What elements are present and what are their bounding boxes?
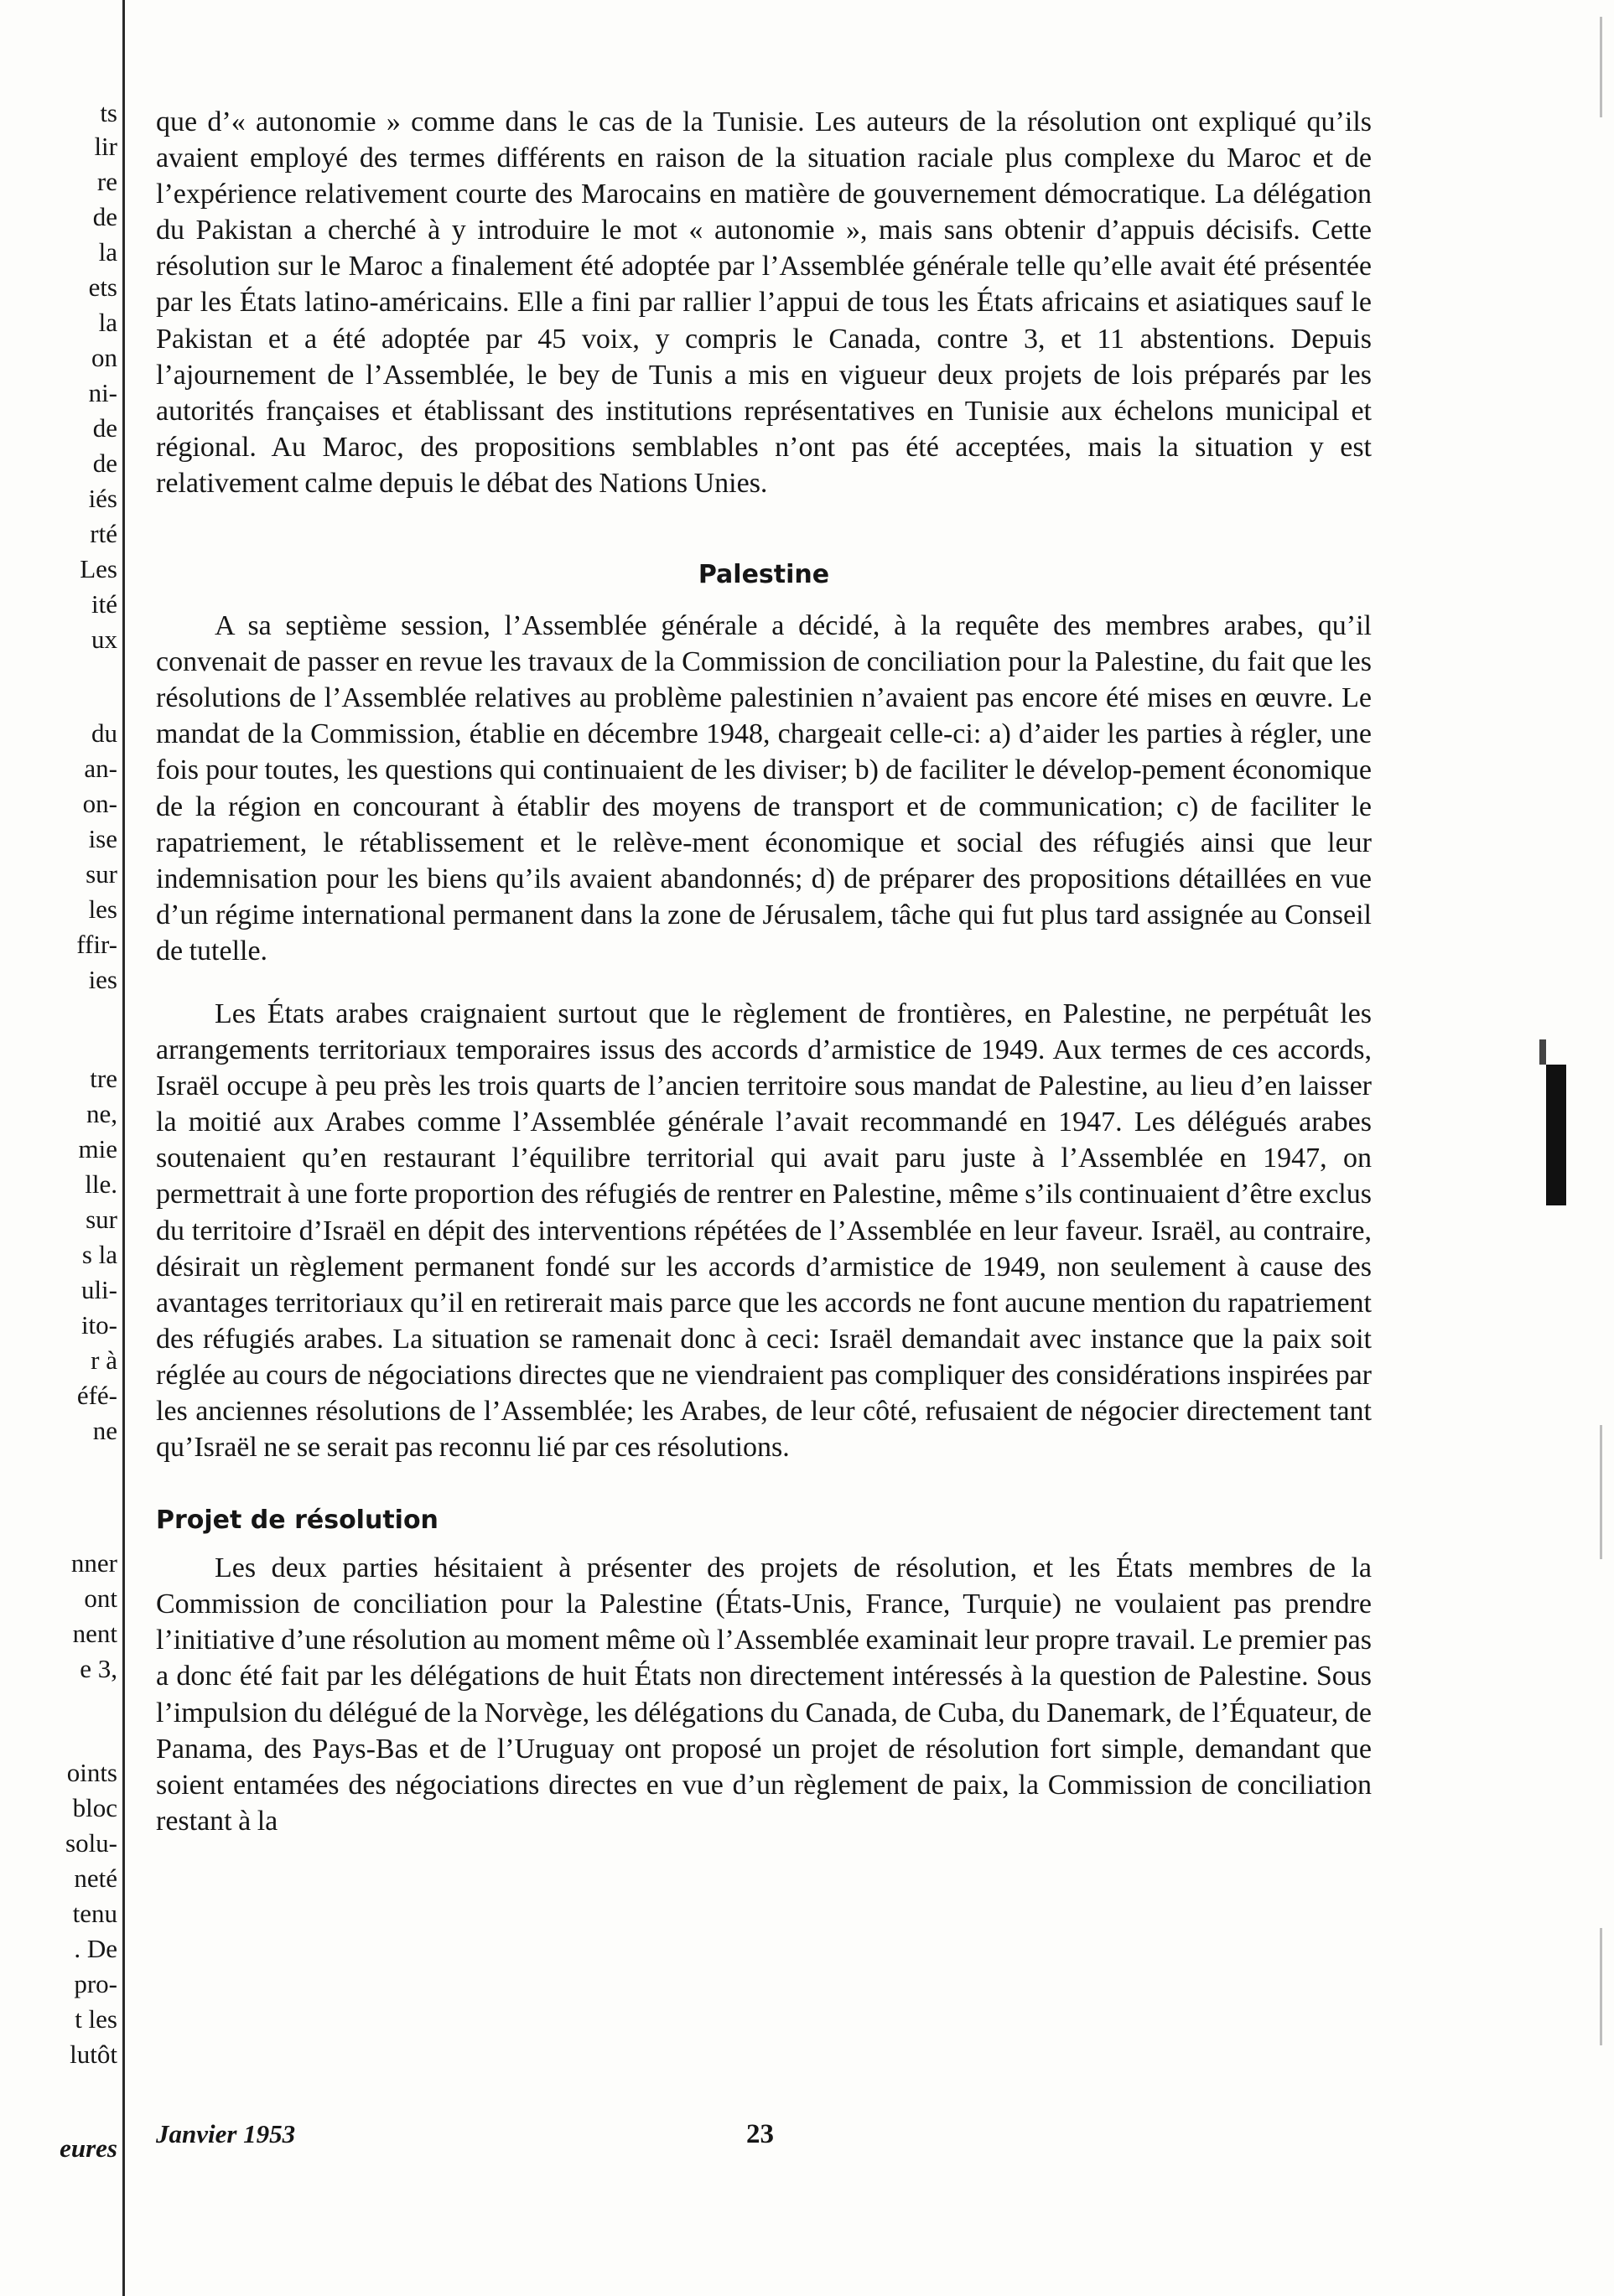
margin-fragment: pro-: [74, 1969, 117, 1998]
margin-fragment: de: [92, 413, 117, 443]
page-content: [156, 104, 1372, 1839]
paragraph-projet-resolution: Les deux parties hésitaient à présenter des projets de résolution, et les États membres de la Commission de conciliation pour la Palestine (États-Unis, France, Turquie) ne voulaient pas prendre l’initiative d’une résolution au moment même où l’Assemblée examinait leur propre travail. Le premier pas a donc été fait par les délégations de huit États non directement intéressés à la question de Palestine. Sous l’impulsion du délégué de la Norvège, les délégations du Canada, de Cuba, du Danemark, de l’Équateur, de Panama, des Pays-Bas et de l’Uruguay ont proposé un projet de résolution fort simple, demandant que soient entamées des négociations directes en vue d’un règlement de paix, la Commission de conciliation restant à la: [156, 1552, 1372, 1837]
margin-fragment: . De: [74, 1934, 117, 1963]
margin-fragment: r à: [91, 1345, 117, 1375]
scan-mark: [1539, 1039, 1546, 1065]
margin-fragment: solu-: [65, 1828, 117, 1858]
margin-fragment: ies: [88, 965, 117, 994]
margin-fragment: tre: [90, 1064, 117, 1093]
margin-fragment: iés: [88, 484, 117, 513]
margin-fragment: t les: [75, 2004, 117, 2034]
margin-fragment: on-: [82, 789, 117, 818]
margin-fragment: les: [88, 894, 117, 924]
scan-speckle: [1600, 17, 1602, 117]
margin-fragment: ni-: [88, 378, 117, 407]
margin-fragment: ffir-: [76, 930, 117, 959]
margin-fragment: on: [91, 343, 117, 372]
margin-fragment: la: [98, 237, 117, 267]
margin-fragment: uli-: [80, 1275, 117, 1304]
footer-date: Janvier 1953: [156, 2119, 296, 2148]
scan-mark: [1546, 1065, 1566, 1205]
margin-fragment: ont: [84, 1583, 117, 1613]
margin-fragment: ne: [92, 1416, 117, 1445]
margin-fragment: rté: [90, 519, 117, 548]
margin-fragment: ts: [100, 98, 117, 127]
margin-fragment: ise: [88, 824, 117, 853]
paragraph-arab-states: Les États arabes craignaient surtout que le règlement de frontières, en Palestine, ne perpétuât les arrangements territoriaux temporaires issus des accords d’armistice de 1949. Aux termes de ces accords, Israël occupe à peu près les trois quarts de l’ancien territoire sous mandat de Palestine, au lieu d’en laisser la moitié aux Arabes comme l’Assemblée générale l’avait recommandé en 1947. Les délégués arabes soutenaient qu’en restaurant l’équilibre territorial qui avait paru juste à l’Assemblée en 1947, on permettrait à une forte proportion des réfugiés de rentrer en Palestine, même s’ils continuaient d’être exclus du territoire d’Israël en dépit des interventions répétées de l’Assemblée en leur faveur. Israël, au contraire, désirait un règlement permanent fondé sur les accords d’armistice de 1949, non seulement à cause des avantages territoriaux qu’il en retirerait mais parce que les accords ne font aucune mention du rapatriement des réfugiés arabes. La situation se ramenait donc à ceci: Israël demandait avec instance que la paix soit réglée au cours de négociations directes que ne viendraient pas compliquer des considérations inspirées par les anciennes résolutions de l’Assemblée; les Arabes, de leur côté, refusaient de négocier directement tant qu’Israël ne se serait pas reconnu lié par ces résolutions.: [156, 998, 1372, 1464]
margin-fragment: nent: [72, 1619, 117, 1648]
margin-fragment: ito-: [80, 1310, 117, 1340]
margin-fragment: sur: [86, 1205, 117, 1234]
subsection-title-projet: Projet de résolution: [156, 1506, 439, 1536]
margin-fragment: ité: [91, 589, 117, 619]
margin-fragment: lutôt: [70, 2039, 117, 2069]
margin-fragment: nner: [70, 1548, 117, 1578]
margin-fragment: bloc: [72, 1793, 117, 1822]
margin-fragment: ne,: [86, 1099, 117, 1128]
margin-fragment: oints: [66, 1758, 117, 1787]
margin-fragment: ux: [91, 625, 117, 654]
paragraph-palestine-mandate: A sa septième session, l’Assemblée générale a décidé, à la requête des membres arabes, qu’il convenait de passer en revue les travaux de la Commission de conciliation pour la Palestine, du fait que les résolutions de l’Assemblée relatives au problème palestinien n’avaient pas encore été mises en œuvre. Le mandat de la Commission, établie en décembre 1948, chargeait celle-ci: a) d’aider les parties à régler, une fois pour toutes, les questions qui continuaient de les diviser; b) de faciliter le dévelop-pement économique de la région en concourant à établir des moyens de transport et de communication; c) de faciliter le rapatriement, le rétablissement et le relève-ment économique et social des réfugiés ainsi que leur indemnisation pour les biens qu’ils avaient abandonnés; d) de préparer des propositions détaillées en vue d’un régime international permanent dans la zone de Jérusalem, tâche qui fut plus tard assignée au Conseil de tutelle.: [156, 610, 1372, 967]
margin-fragment: du: [91, 718, 117, 748]
scan-speckle: [1600, 1425, 1602, 1559]
margin-fragment: s la: [81, 1240, 117, 1269]
margin-fragment: mie: [78, 1134, 117, 1164]
margin-fragment: ets: [88, 272, 117, 302]
margin-fragment: de: [92, 202, 117, 231]
margin-fragment: sur: [86, 859, 117, 889]
margin-fragment: lle.: [85, 1169, 117, 1199]
margin-fragment: re: [96, 167, 117, 196]
margin-fragment: an-: [84, 754, 117, 783]
margin-fragment: éfé-: [76, 1381, 117, 1410]
margin-fragment: lir: [94, 132, 117, 161]
scan-speckle: [1600, 1928, 1602, 2045]
margin-fragment: la: [98, 308, 117, 337]
page-number: 23: [746, 2119, 774, 2149]
margin-fragment: Les: [80, 554, 117, 583]
binding-line: [122, 0, 125, 2296]
margin-fragment: eures: [60, 2133, 117, 2163]
margin-fragment: de: [92, 448, 117, 478]
paragraph-morocco: que d’« autonomie » comme dans le cas de la Tunisie. Les auteurs de la résolution ont expliqué qu’ils avaient employé des termes différents en raison de la situation raciale plus complexe du Maroc et de l’expérience relativement courte des Marocains en matière de gouvernement démocratique. La délégation du Pakistan a cherché à y introduire le mot « autonomie », mais sans obtenir d’appuis décisifs. Cette résolution sur le Maroc a finalement été adoptée par l’Assemblée générale telle qu’elle avait été présentée par les États latino-américains. Elle a fini par rallier l’appui de tous les États africains et asiatiques sauf le Pakistan et a été adoptée par 45 voix, y compris le Canada, contre 3, et 11 abstentions. Depuis l’ajournement de l’Assemblée, le bey de Tunis a mis en vigueur deux projets de lois préparés par les autorités françaises et établissant des institutions représentatives en Tunisie aux échelons municipal et régional. Au Maroc, des propositions semblables n’ont pas été acceptées, mais la situation y est relativement calme depuis le débat des Nations Unies.: [156, 106, 1372, 499]
margin-fragment: neté: [74, 1863, 117, 1893]
section-title-palestine: Palestine: [698, 560, 830, 590]
margin-fragment: tenu: [72, 1899, 117, 1928]
margin-fragment: e 3,: [80, 1654, 117, 1683]
